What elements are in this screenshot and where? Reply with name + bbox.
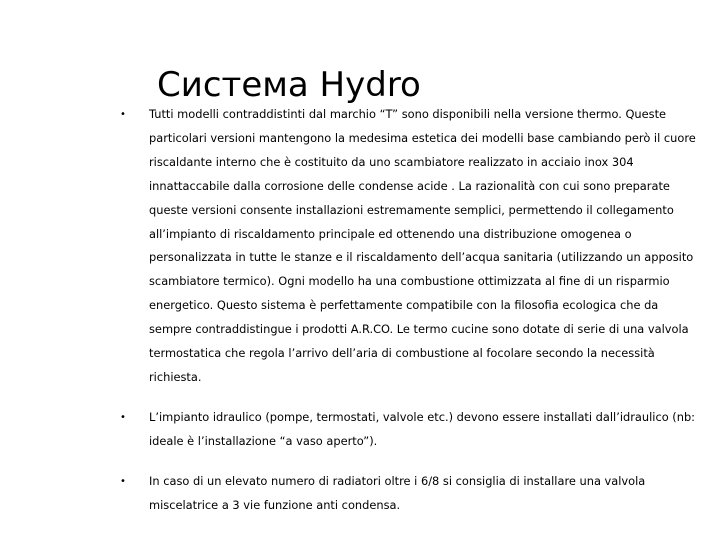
slide-title: Система Hydro	[157, 64, 421, 105]
bullet-list	[120, 103, 696, 518]
bullet-text-line: riscaldante interno che è costituito da uno scambiatore realizzato in acciaio inox 304	[149, 154, 634, 169]
bullet-item-mixing-valve	[120, 470, 660, 518]
bullet-text-line: all’impianto di riscaldamento principale ed ottenendo una distribuzione omogenea o	[149, 226, 632, 241]
bullet-dot-icon: •	[120, 475, 126, 487]
bullet-text-line: Tutti modelli contraddistinti dal marchio “T” sono disponibili nella versione thermo. Queste	[149, 107, 667, 121]
bullet-dot-icon: •	[120, 109, 126, 120]
bullet-dot-icon: •	[120, 411, 126, 423]
bullet-text-line: In caso di un elevato numero di radiatori oltre i 6/8 si consiglia di installare una valvola	[149, 473, 646, 488]
bullet-text-line: particolari versioni mantengono la medesima estetica dei modelli base cambiando però il cuore	[149, 130, 696, 145]
bullet-text-line: sempre contraddistingue i prodotti A.R.CO. Le termo cucine sono dotate di serie di una valvola	[149, 322, 689, 337]
bullet-text-line: ideale è l’installazione “a vaso aperto”).	[149, 433, 378, 448]
bullet-item-hydraulic-installation	[120, 406, 696, 454]
bullet-text-line: L’impianto idraulico (pompe, termostati, valvole etc.) devono essere installati dall’idraulico (nb:	[149, 409, 696, 424]
bullet-text-line: termostatica che regola l’arrivo dell’aria di combustione al focolare secondo la necessità	[149, 346, 655, 361]
bullet-text-line: scambiatore termico). Ogni modello ha una combustione ottimizzata al fine di un risparmio	[149, 274, 670, 289]
bullet-text-line: innattaccabile dalla corrosione delle condense acide . La razionalità con cui sono preparate	[149, 178, 670, 193]
bullet-text-line: personalizzata in tutte le stanze e il riscaldamento dell’acqua sanitaria (utilizzando un apposito	[149, 250, 694, 265]
bullet-text-line: queste versioni consente installazioni estremamente semplici, permettendo il collegamento	[149, 202, 674, 217]
bullet-text-line: richiesta.	[149, 369, 202, 384]
bullet-text-line: miscelatrice a 3 vie funzione anti condensa.	[149, 497, 401, 512]
bullet-text-line: energetico. Questo sistema è perfettamente compatibile con la filosofia ecologica che da	[149, 298, 659, 313]
bullet-item-hydro-thermo	[120, 103, 696, 390]
